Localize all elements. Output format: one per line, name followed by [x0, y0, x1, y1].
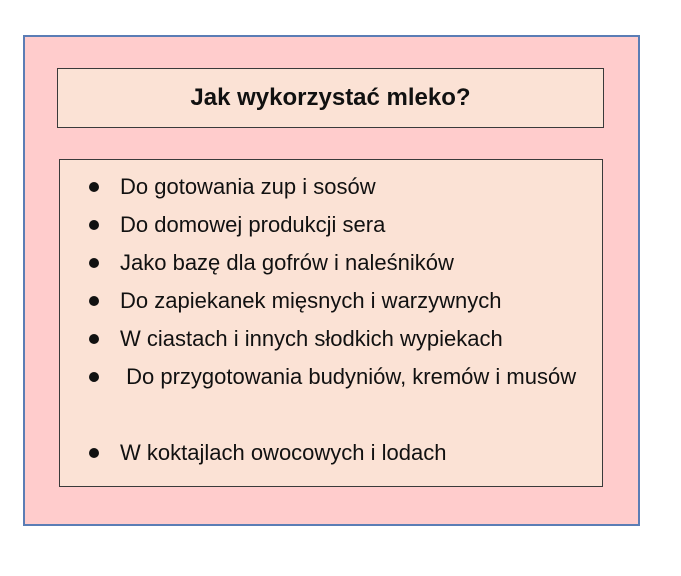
list-item-text: W koktajlach owocowych i lodach [120, 440, 447, 465]
list-item-text: Jako bazę dla gofrów i naleśników [120, 250, 454, 275]
bullet-icon [89, 220, 99, 230]
list-item-text: W ciastach i innych słodkich wypiekach [120, 326, 503, 351]
page-title: Jak wykorzystać mleko? [190, 84, 471, 111]
bullet-list [59, 159, 603, 487]
bullet-icon [89, 182, 99, 192]
list-item-text: Do domowej produkcji sera [120, 212, 386, 237]
title-box [57, 68, 604, 128]
bullet-icon [89, 258, 99, 268]
bullet-icon [89, 448, 99, 458]
bullet-icon [89, 334, 99, 344]
bullet-icon [89, 296, 99, 306]
list-item-text: Do przygotowania budyniów, kremów i musów [120, 364, 577, 389]
bullet-icon [89, 372, 99, 382]
list-item-text: Do zapiekanek mięsnych i warzywnych [120, 288, 502, 313]
list-item-text: Do gotowania zup i sosów [120, 174, 376, 199]
